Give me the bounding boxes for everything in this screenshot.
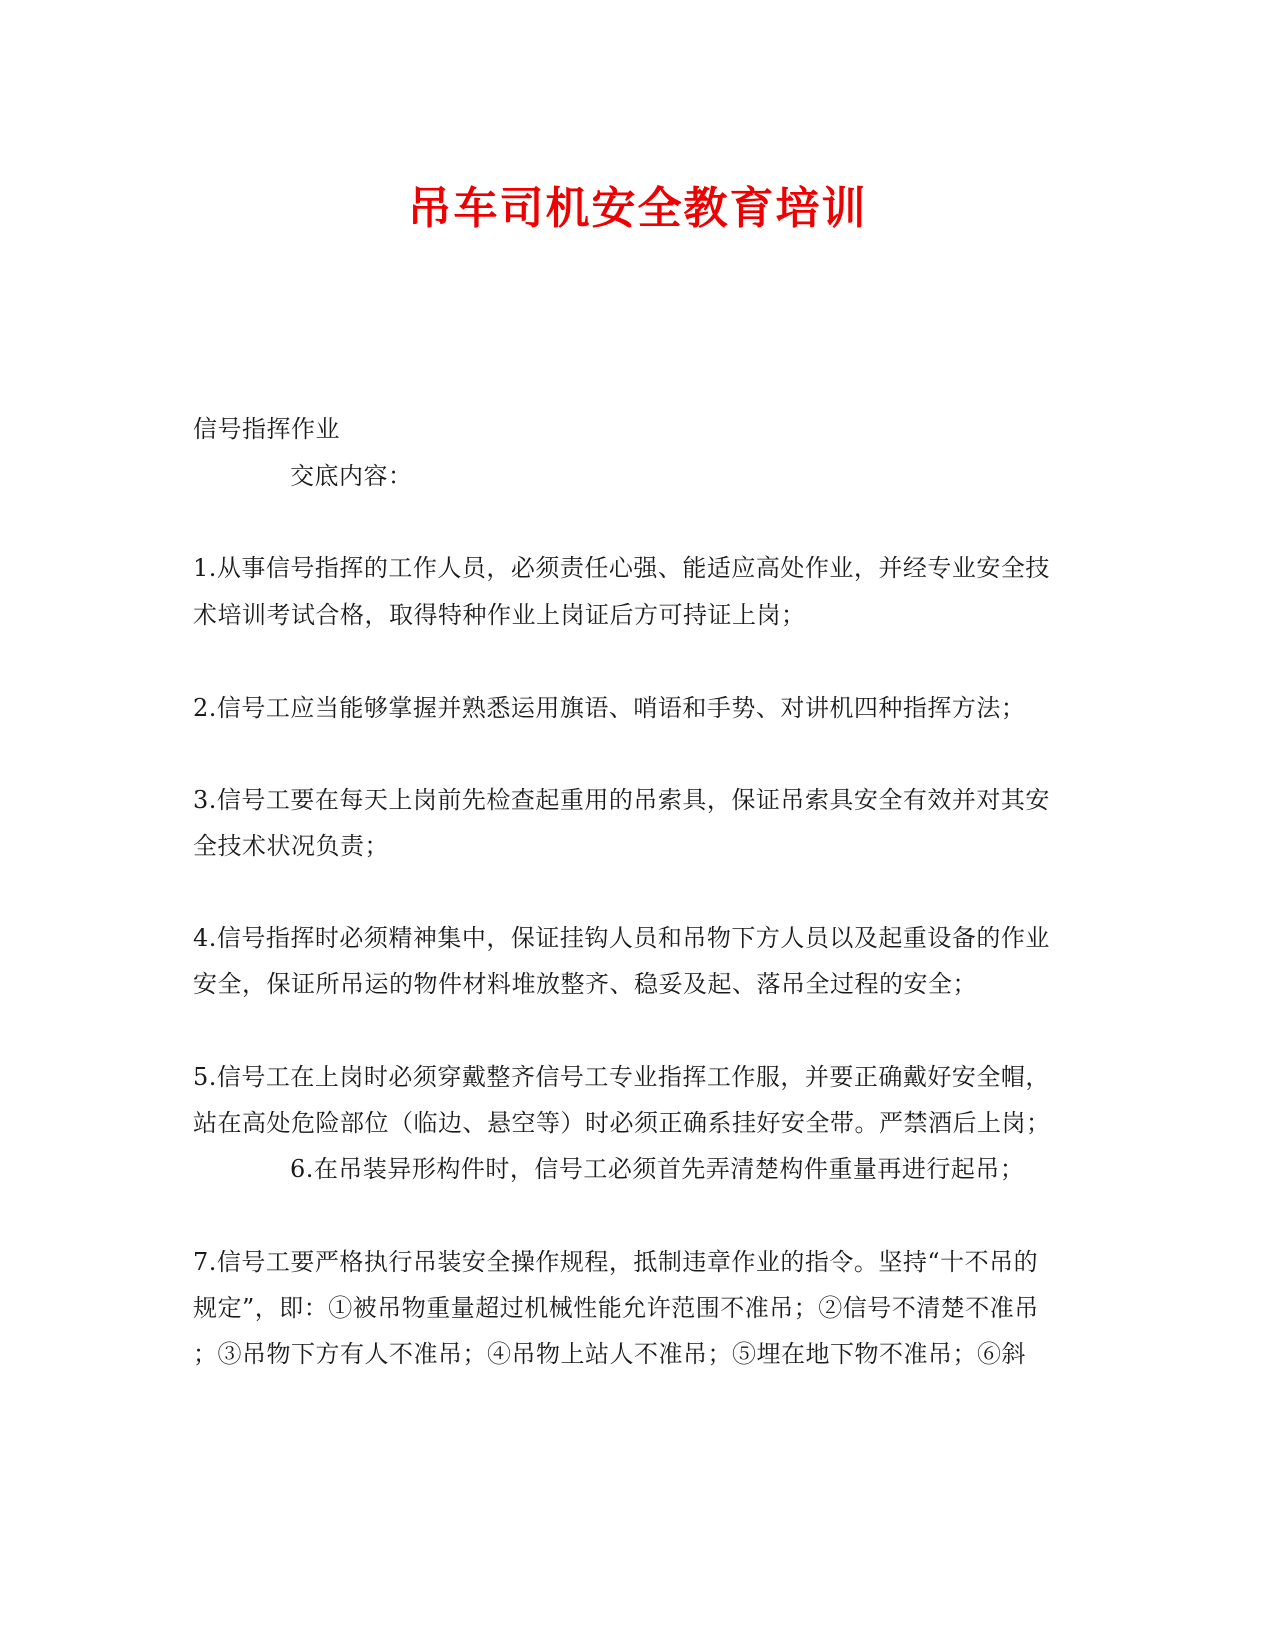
paragraph-line: 规定”，即：①被吊物重量超过机械性能允许范围不准吊；②信号不清楚不准吊 — [193, 1294, 1039, 1322]
paragraph-line: 术培训考试合格，取得特种作业上岗证后方可持证上岗； — [193, 601, 806, 629]
paragraph-line: 6.在吊装异形构件时，信号工必须首先弄清楚构件重量再进行起吊； — [290, 1155, 1025, 1183]
paragraph-line: 1.从事信号指挥的工作人员，必须责任心强、能适应高处作业，并经专业安全技 — [193, 554, 1050, 582]
paragraph-line: 站在高处危险部位（临边、悬空等）时必须正确系挂好安全带。严禁酒后上岗； — [193, 1109, 1051, 1137]
paragraph-line: 4.信号指挥时必须精神集中，保证挂钩人员和吊物下方人员以及起重设备的作业 — [193, 924, 1050, 952]
paragraph-line: 2.信号工应当能够掌握并熟悉运用旗语、哨语和手势、对讲机四种指挥方法； — [193, 694, 1026, 722]
paragraph-line: 3.信号工要在每天上岗前先检查起重用的吊索具，保证吊索具安全有效并对其安 — [193, 786, 1050, 814]
paragraph-line: 5.信号工在上岗时必须穿戴整齐信号工专业指挥工作服，并要正确戴好安全帽， — [193, 1063, 1050, 1091]
paragraph-line: 7.信号工要严格执行吊装安全操作规程，抵制违章作业的指令。坚持“十不吊的 — [193, 1248, 1039, 1276]
paragraph-line: 全技术状况负责； — [193, 832, 389, 860]
section-heading: 信号指挥作业 — [193, 415, 340, 443]
paragraph-line: ；③吊物下方有人不准吊；④吊物上站人不准吊；⑤埋在地下物不准吊；⑥斜 — [193, 1340, 1026, 1368]
paragraph-line: 安全，保证所吊运的物件材料堆放整齐、稳妥及起、落吊全过程的安全； — [193, 970, 977, 998]
subheading: 交底内容： — [290, 462, 413, 490]
document-title: 吊车司机安全教育培训 — [407, 183, 868, 234]
